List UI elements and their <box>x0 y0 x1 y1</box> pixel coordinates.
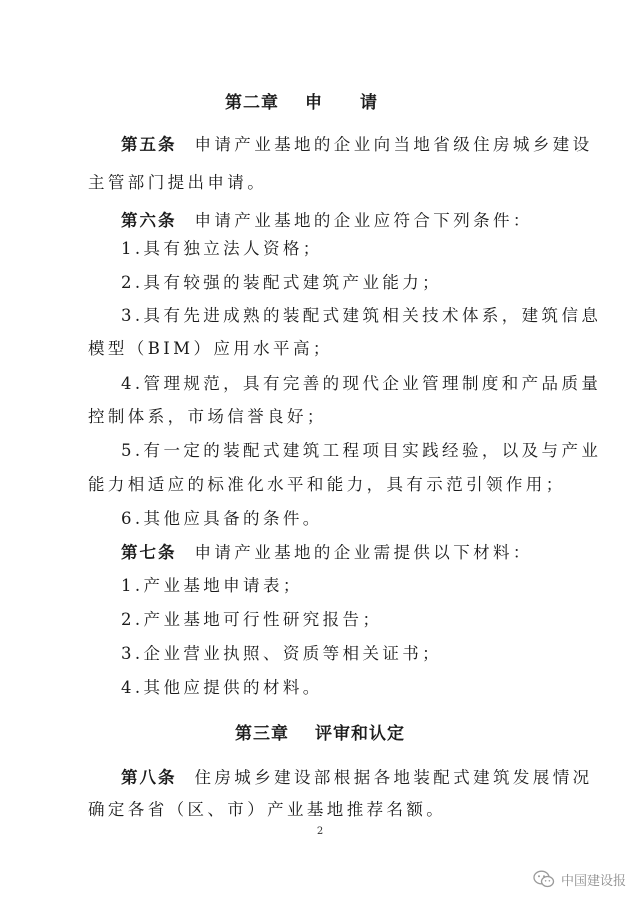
article-text: 申请产业基地的企业应符合下列条件： <box>194 211 533 230</box>
article-7-item-2: 2.产业基地可行性研究报告； <box>121 610 383 629</box>
article-6-item-2: 2.具有较强的装配式建筑产业能力； <box>121 273 443 292</box>
article-7-item-3: 3.企业营业执照、资质等相关证书； <box>121 644 443 663</box>
article-7-item-1: 1.产业基地申请表； <box>121 576 303 595</box>
article-6-item-6: 6.其他应具备的条件。 <box>121 509 323 528</box>
article-5-line-1 <box>121 133 593 157</box>
page-number: 2 <box>316 826 324 837</box>
article-text: 住房城乡建设部根据各地装配式建筑发展情况 <box>194 768 593 787</box>
chapter-title: 评审和认定 <box>315 724 405 744</box>
article-6-item-4-cont: 控制体系，市场信誉良好； <box>88 407 327 426</box>
chapter-title: 申请 <box>305 93 415 113</box>
article-text: 申请产业基地的企业向当地省级住房城乡建设 <box>194 135 593 154</box>
article-6-line-1 <box>121 209 570 233</box>
article-6-item-5-cont: 能力相适应的标准化水平和能力，具有示范引领作用； <box>88 475 566 494</box>
article-7-item-4: 4.其他应提供的材料。 <box>121 678 323 697</box>
article-7-line-1 <box>121 541 570 565</box>
article-label: 第六条 <box>121 211 177 230</box>
article-6-item-3-cont: 模型（BIM）应用水平高； <box>88 339 333 358</box>
chapter-3-heading <box>0 722 640 746</box>
article-6-item-5: 5.有一定的装配式建筑工程项目实践经验，以及与产业 <box>121 441 602 460</box>
article-6-item-4: 4.管理规范，具有完善的现代企业管理制度和产品质量 <box>121 374 602 393</box>
article-text: 申请产业基地的企业需提供以下材料： <box>194 543 533 562</box>
wechat-icon <box>533 870 555 888</box>
chapter-2-heading <box>0 91 640 115</box>
chapter-number: 第三章 <box>235 724 289 744</box>
watermark-text: 中国建设报 <box>560 873 626 889</box>
article-label: 第八条 <box>121 768 177 787</box>
article-6-item-3: 3.具有先进成熟的装配式建筑相关技术体系，建筑信息 <box>121 306 602 325</box>
article-5-line-2: 主管部门提出申请。 <box>88 173 268 192</box>
watermark <box>533 868 626 890</box>
article-8-line-2: 确定各省（区、市）产业基地推荐名额。 <box>88 800 447 819</box>
article-8-line-1 <box>121 766 593 790</box>
article-6-item-1: 1.具有独立法人资格； <box>121 239 323 258</box>
article-label: 第七条 <box>121 543 177 562</box>
chapter-number: 第二章 <box>225 93 279 113</box>
article-label: 第五条 <box>121 135 177 154</box>
